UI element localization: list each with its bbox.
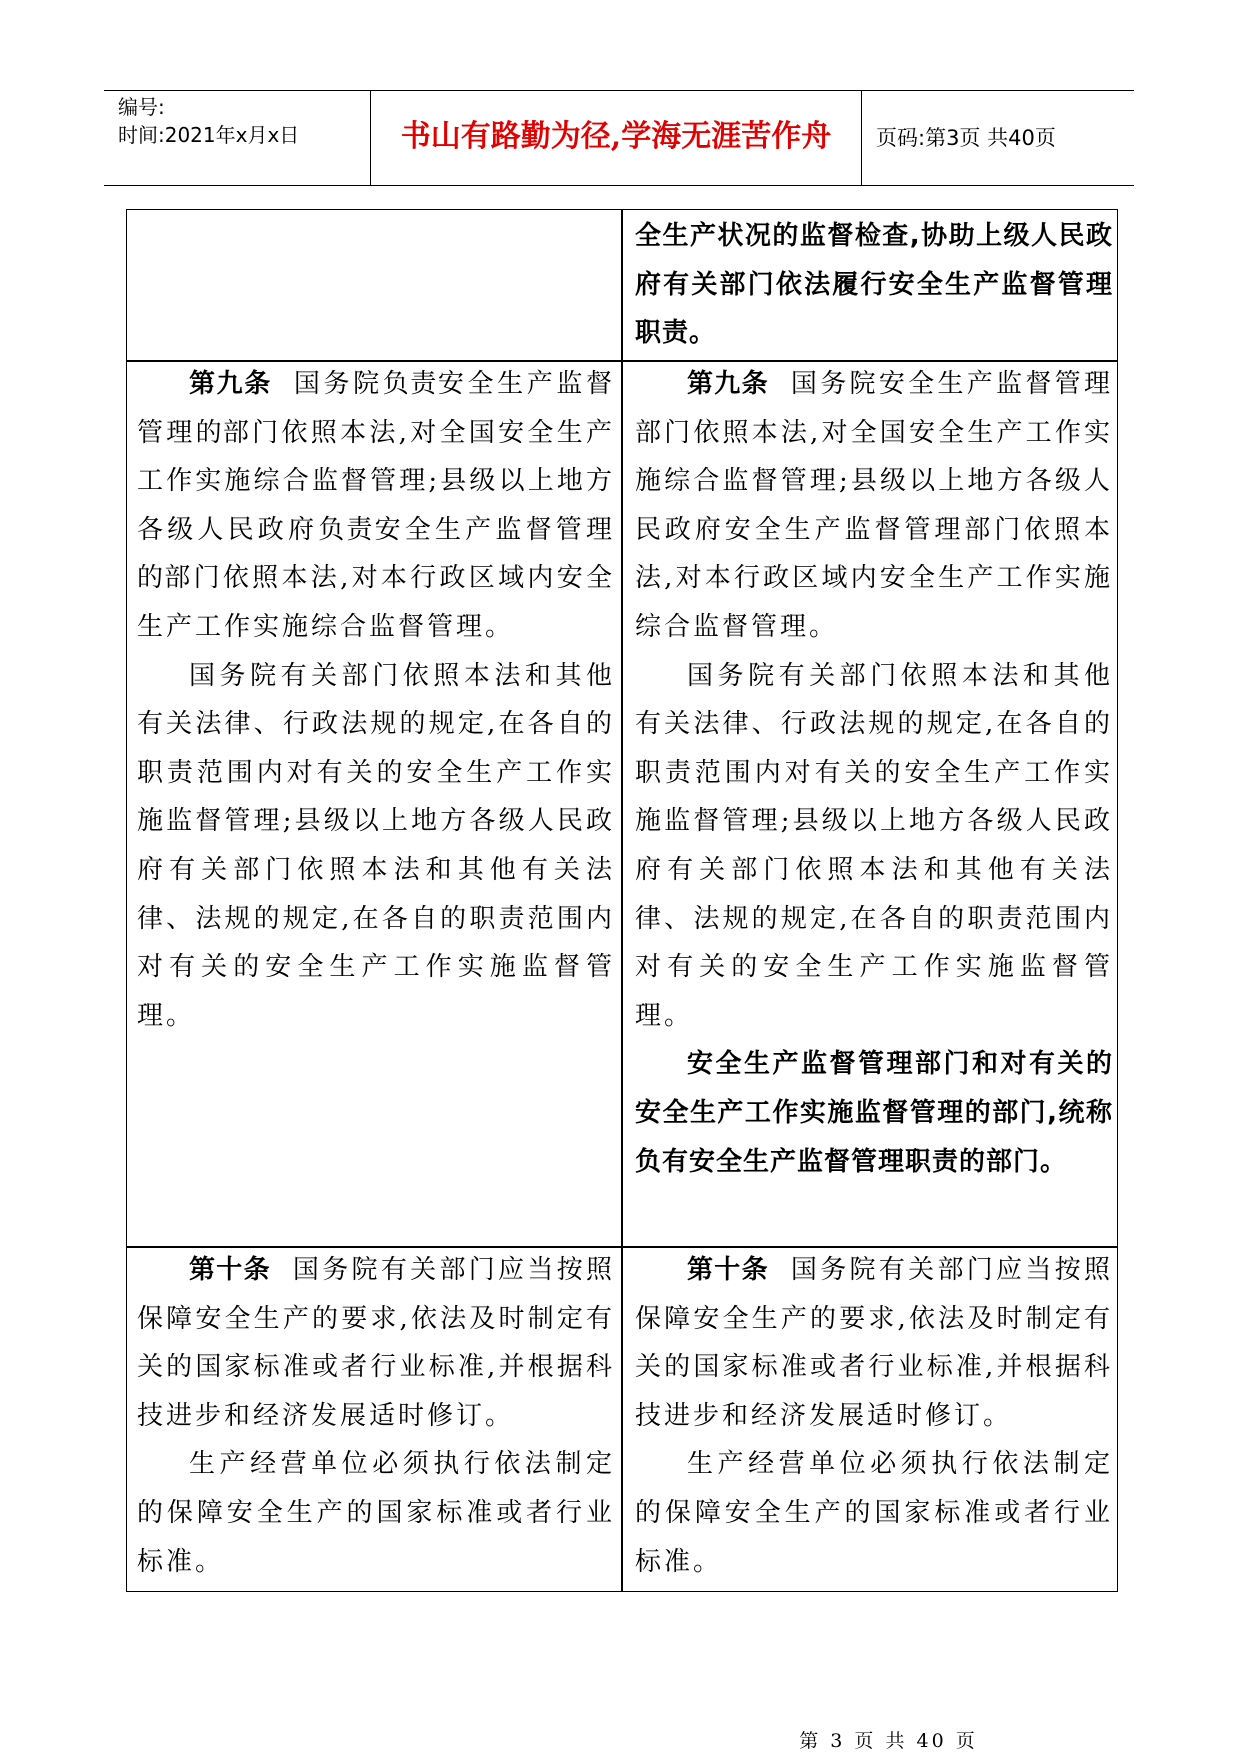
article9-old-label: 第九条 <box>189 369 272 399</box>
article10-new-para1: 第十条 国务院有关部门应当按照保障安全生产的要求,依法及时制定有关的国家标准或者行业标准,并根据科技进步和经济发展适时修订。 <box>635 1255 1113 1431</box>
article10-old-para1: 第十条 国务院有关部门应当按照保障安全生产的要求,依法及时制定有关的国家标准或者行业标准,并根据科技进步和经济发展适时修订。 <box>137 1255 615 1431</box>
header-motto: 书山有路勤为径,学海无涯苦作舟 <box>400 119 832 154</box>
row1-right-text: 全生产状况的监督检查,协助上级人民政府有关部门依法履行安全生产监督管理职责。 <box>635 221 1113 349</box>
header-meta <box>104 91 370 185</box>
article10-old-cell <box>137 1246 615 1586</box>
article10-new-cell <box>635 1246 1113 1586</box>
header-page-code: 页码:第3页 共40页 <box>876 126 1056 150</box>
document-number-label: 编号: <box>118 95 165 119</box>
header-motto-cell <box>370 91 862 185</box>
article10-old-para2: 生产经营单位必须执行依法制定的保障安全生产的国家标准或者行业标准。 <box>137 1449 615 1577</box>
article10-old-label: 第十条 <box>189 1255 271 1285</box>
article9-new-para1: 第九条 国务院安全生产监督管理部门依照本法,对全国安全生产工作实施综合监督管理;县级以上地方各级人民政府安全生产监督管理部门依照本法,对本行政区域内安全生产工作实施综合监督管理。 <box>635 369 1113 642</box>
comparison-table <box>126 209 1118 1592</box>
article9-new-para3: 安全生产监督管理部门和对有关的安全生产工作实施监督管理的部门,统称负有安全生产监督管理职责的部门。 <box>635 1049 1113 1177</box>
article10-new-label: 第十条 <box>687 1255 769 1285</box>
article9-old-cell <box>137 360 615 1040</box>
article9-new-label: 第九条 <box>687 369 769 399</box>
article9-new-para2: 国务院有关部门依照本法和其他有关法律、行政法规的规定,在各自的职责范围内对有关的安全生产工作实施监督管理;县级以上地方各级人民政府有关部门依照本法和其他有关法律、法规的规定,在各自的职责范围内对有关的安全生产工作实施监督管理。 <box>635 660 1113 1031</box>
article9-old-para2: 国务院有关部门依照本法和其他有关法律、行政法规的规定,在各自的职责范围内对有关的安全生产工作实施监督管理;县级以上地方各级人民政府有关部门依照本法和其他有关法律、法规的规定,在各自的职责范围内对有关的安全生产工作实施监督管理。 <box>137 660 615 1031</box>
page-footer <box>0 1726 1241 1753</box>
article9-new-cell <box>635 360 1113 1186</box>
document-time-label: 时间:2021年x月x日 <box>118 123 300 147</box>
page-header <box>104 90 1134 186</box>
footer-page-number: 第 3 页 共 40 页 <box>799 1730 978 1752</box>
column-divider <box>621 210 623 1591</box>
row1-right-cell <box>635 212 1113 358</box>
article9-old-para1: 第九条 国务院负责安全生产监督管理的部门依照本法,对全国安全生产工作实施综合监督管理;县级以上地方各级人民政府负责安全生产监督管理的部门依照本法,对本行政区域内安全生产工作实施综合监督管理。 <box>137 369 615 642</box>
header-page-cell <box>862 91 1134 185</box>
article10-new-para2: 生产经营单位必须执行依法制定的保障安全生产的国家标准或者行业标准。 <box>635 1449 1113 1577</box>
